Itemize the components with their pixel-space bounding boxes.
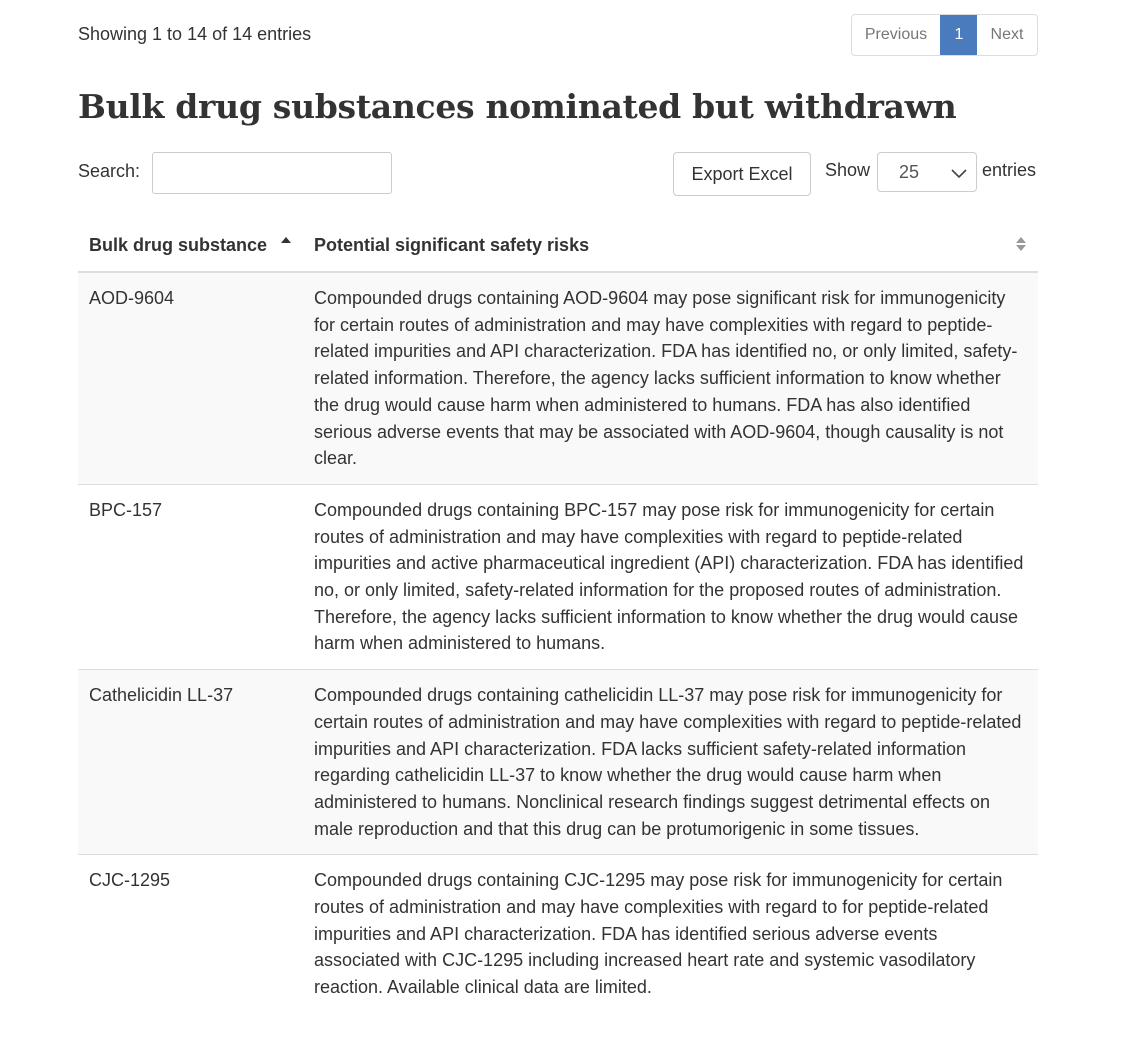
next-page-button[interactable]: Next (990, 26, 1024, 43)
pagination (851, 14, 1038, 56)
sort-both-icon (1015, 235, 1027, 253)
page-1-button[interactable]: 1 (940, 15, 977, 55)
sort-ascending-icon (280, 235, 292, 253)
table-row (78, 670, 1038, 855)
previous-page-button[interactable]: Previous (864, 26, 928, 43)
search-label: Search: (78, 161, 141, 181)
section-heading: Bulk drug substances nominated but withdrawn (78, 87, 957, 126)
table-info: Showing 1 to 14 of 14 entries (78, 24, 312, 44)
page-length-value: 25 (899, 161, 920, 182)
column-header-label: Potential significant safety risks (314, 235, 590, 255)
table-header-row (78, 230, 1038, 272)
table-row (78, 855, 1038, 1013)
export-excel-button[interactable]: Export Excel (673, 152, 811, 196)
risk-cell: Compounded drugs containing AOD-9604 may pose significant risk for immunogenicity for certain routes of administration and may have complexities with regard to peptide-related impurities and API characterization. FDA has identified no, or only limited, safety-related information. Therefore, the agency lacks sufficient information to know whether the drug would cause harm when administered to humans. FDA has also identified serious adverse events that may be associated with AOD-9604, though causality is not clear. (303, 272, 1038, 484)
column-header-label: Bulk drug substance (89, 235, 268, 255)
substance-cell: Cathelicidin LL-37 (78, 670, 303, 855)
search-input[interactable] (152, 152, 392, 194)
page-content (78, 0, 1038, 998)
substance-cell: AOD-9604 (78, 272, 303, 484)
entries-label: entries (982, 160, 1037, 180)
chevron-down-icon (950, 164, 968, 182)
withdrawn-substances-table (78, 230, 1038, 1013)
page-length-select[interactable] (877, 152, 977, 192)
substance-cell: CJC-1295 (78, 855, 303, 1013)
column-header-substance[interactable] (78, 230, 303, 272)
table-top-bar (78, 0, 1038, 70)
substance-cell: BPC-157 (78, 484, 303, 669)
risk-cell: Compounded drugs containing CJC-1295 may pose risk for immunogenicity for certain routes of administration and may have complexities with regard to for peptide-related impurities and API characterization. FDA has identified serious adverse events associated with CJC-1295 including increased heart rate and systemic vasodilatory reaction. Available clinical data are limited. (303, 855, 1038, 1013)
column-header-risks[interactable] (303, 230, 1038, 272)
show-label: Show (825, 160, 871, 180)
risk-cell: Compounded drugs containing cathelicidin LL-37 may pose risk for immunogenicity for certain routes of administration and may have complexities with regard to peptide-related impurities and API characterization. FDA lacks sufficient safety-related information regarding cathelicidin LL-37 to know whether the drug would cause harm when administered to humans. Nonclinical research findings suggest detrimental effects on male reproduction and that this drug can be protumorigenic in some tissues. (303, 670, 1038, 855)
table-row (78, 484, 1038, 669)
risk-cell: Compounded drugs containing BPC-157 may pose risk for immunogenicity for certain routes of administration and may have complexities with regard to peptide-related impurities and active pharmaceutical ingredient (API) characterization. FDA has identified no, or only limited, safety-related information for the proposed routes of administration. Therefore, the agency lacks sufficient information to know whether the drug would cause harm when administered to humans. (303, 484, 1038, 669)
table-row (78, 272, 1038, 484)
